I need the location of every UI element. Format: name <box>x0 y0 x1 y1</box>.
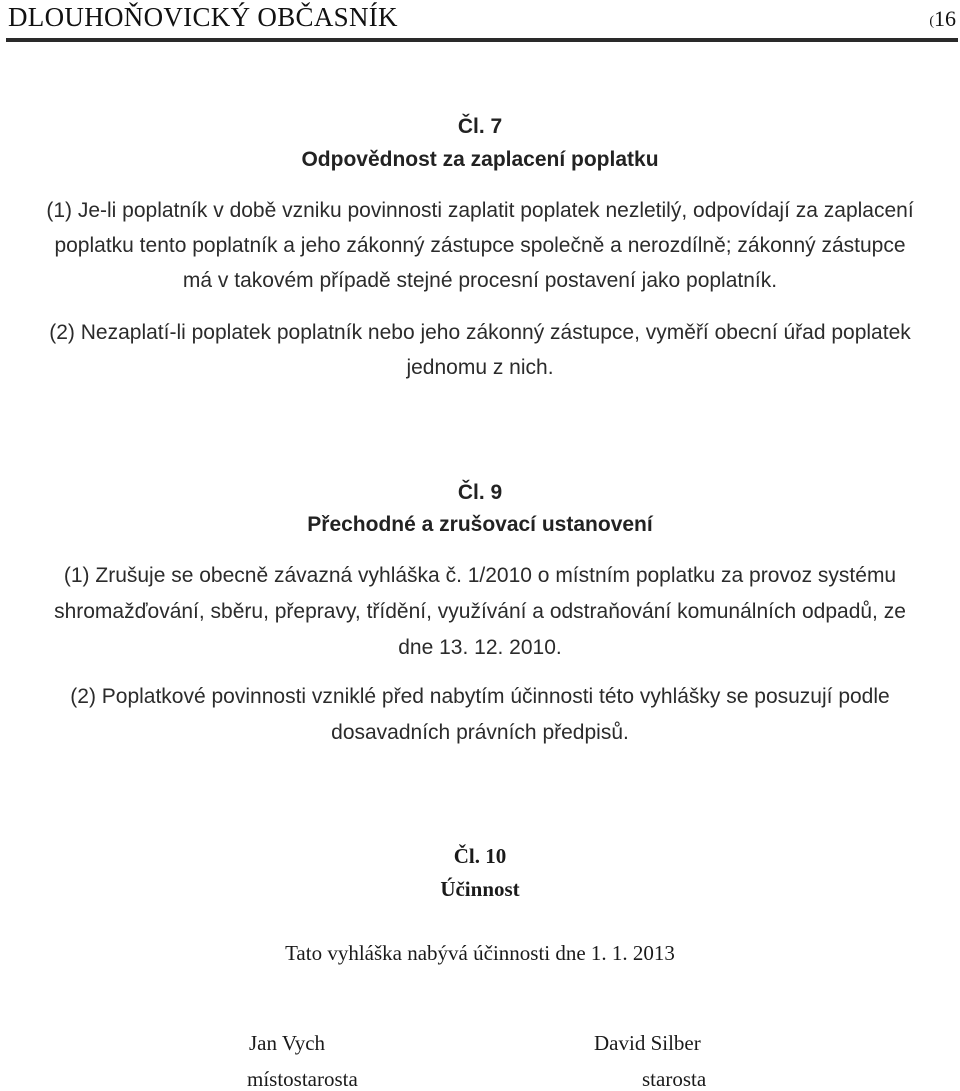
page-number <box>929 6 956 32</box>
article-7-p1-line-2: poplatku tento poplatník a jeho zákonný zástupce společně a nerozdílně; zákonný zástupce <box>54 234 906 257</box>
page-number-paren: ( <box>929 14 934 29</box>
article-7-p2-line-2: jednomu z nich. <box>406 356 554 379</box>
signature-left-role: místostarosta <box>247 1067 358 1091</box>
effective-date-text: Tato vyhláška nabývá účinnosti dne 1. 1. 2013 <box>285 941 675 965</box>
article-10-heading: Čl. 10 <box>453 844 507 868</box>
page-number-value: 16 <box>934 6 956 31</box>
article-9-p2-line-1: (2) Poplatkové povinnosti vzniklé před nabytím účinnosti této vyhlášky se posuzují podle <box>70 685 890 708</box>
article-7-p2-line-1: (2) Nezaplatí-li poplatek poplatník nebo jeho zákonný zástupce, vyměří obecní úřad poplatek <box>49 321 911 344</box>
signature-left-name: Jan Vych <box>249 1031 326 1055</box>
article-7-heading: Čl. 7 <box>457 115 503 138</box>
header-divider <box>6 38 958 42</box>
article-9-p2-line-2: dosavadních právních předpisů. <box>331 721 629 744</box>
article-7-p1-line-3: má v takovém případě stejné procesní postavení jako poplatník. <box>182 269 778 292</box>
article-9-title: Přechodné a zrušovací ustanovení <box>307 513 653 536</box>
signature-right-name: David Silber <box>594 1031 701 1055</box>
page-header <box>0 0 960 44</box>
publication-title: DLOUHOŇOVICKÝ OBČASNÍK <box>8 2 398 32</box>
article-10-title: Účinnost <box>440 877 520 901</box>
article-7-p1-line-1: (1) Je-li poplatník v době vzniku povinnosti zaplatit poplatek nezletilý, odpovídají za zaplacení <box>46 199 914 222</box>
signature-right-role: starosta <box>642 1067 707 1091</box>
article-9-p1-line-1: (1) Zrušuje se obecně závazná vyhláška č. 1/2010 o místním poplatku za provoz systému <box>63 564 897 587</box>
article-9-heading: Čl. 9 <box>457 481 503 504</box>
article-9-p1-line-2: shromažďování, sběru, přepravy, třídění, využívání a odstraňování komunálních odpadů, ze <box>54 600 906 623</box>
article-9-p1-line-3: dne 13. 12. 2010. <box>398 636 562 659</box>
article-7-title: Odpovědnost za zaplacení poplatku <box>301 148 659 171</box>
